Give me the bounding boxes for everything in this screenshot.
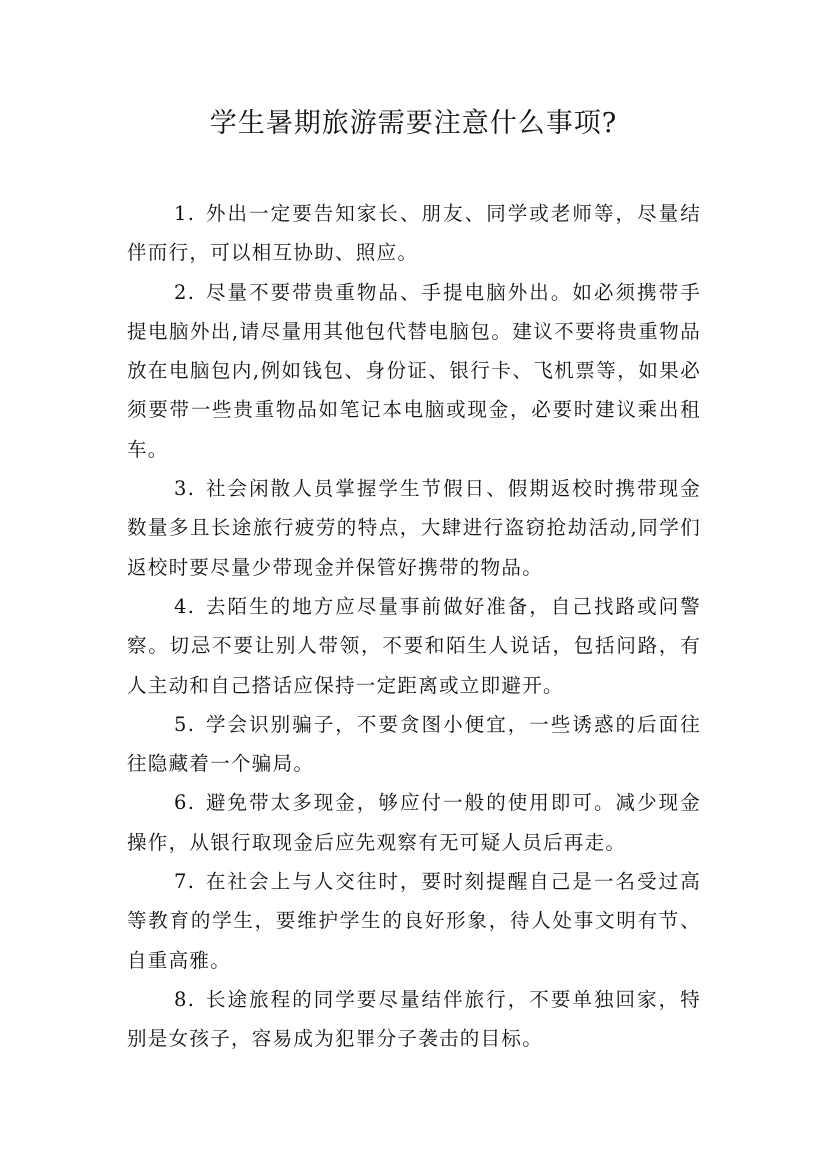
item-number: 6.: [174, 791, 196, 815]
item-text: 社会闲散人员掌握学生节假日、假期返校时携带现金数量多且长途旅行疲劳的特点，大肆进行盗窃抢劫活动,同学们返校时要尽量少带现金并保管好携带的物品。: [127, 477, 701, 579]
list-item: [127, 469, 701, 587]
list-item: [127, 862, 701, 980]
item-number: 3.: [174, 477, 196, 501]
list-item: [127, 705, 701, 784]
item-text: 尽量不要带贵重物品、手提电脑外出。如必须携带手提电脑外出,请尽量用其他包代替电脑包。建议不要将贵重物品放在电脑包内,例如钱包、身份证、银行卡、飞机票等，如果必须要带一些贵重物品如笔记本电脑或现金，必要时建议乘出租车。: [127, 280, 701, 461]
item-number: 5.: [174, 712, 196, 736]
document-body: [127, 194, 701, 1059]
item-number: 2.: [174, 280, 196, 304]
item-number: 7.: [174, 870, 196, 894]
item-text: 长途旅程的同学要尽量结伴旅行，不要单独回家，特别是女孩子，容易成为犯罪分子袭击的目标。: [127, 987, 701, 1051]
list-item: [127, 783, 701, 862]
list-item: [127, 273, 701, 469]
list-item: [127, 587, 701, 705]
list-item: [127, 980, 701, 1059]
item-number: 1.: [174, 202, 196, 225]
item-text: 避免带太多现金，够应付一般的使用即可。减少现金操作，从银行取现金后应先观察有无可疑人员后再走。: [127, 791, 701, 854]
list-item: [127, 194, 701, 273]
item-number: 4.: [174, 594, 196, 618]
item-number: 8.: [174, 987, 196, 1011]
item-text: 学会识别骗子，不要贪图小便宜，一些诱惑的后面往往隐藏着一个骗局。: [127, 712, 701, 776]
document-title: 学生暑期旅游需要注意什么事项?: [209, 108, 618, 139]
item-text: 外出一定要告知家长、朋友、同学或老师等，尽量结伴而行，可以相互协助、照应。: [127, 202, 701, 265]
item-text: 去陌生的地方应尽量事前做好准备，自己找路或问警察。切忌不要让别人带领，不要和陌生人说话，包括问路，有人主动和自己搭话应保持一定距离或立即避开。: [127, 594, 701, 697]
item-text: 在社会上与人交往时，要时刻提醒自己是一名受过高等教育的学生，要维护学生的良好形象，待人处事文明有节、自重高雅。: [127, 870, 701, 972]
